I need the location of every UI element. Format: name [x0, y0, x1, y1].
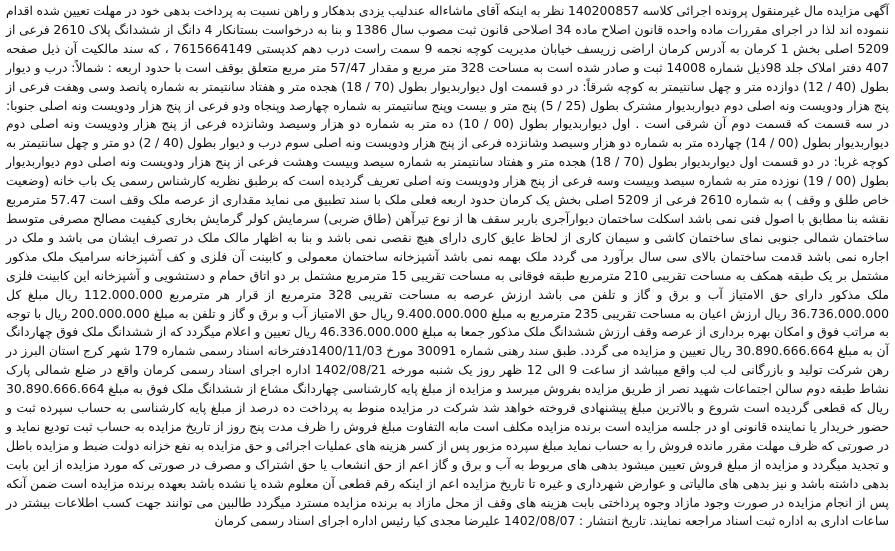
auction-notice-text: آگهی مزایده مال غیرمنقول پرونده اجرائی کلاسه 140200857 نظر به اینکه آقای ماشاءاله عندلیب یزدی بدهکار و راهن نسبت به پرداخت بدهی خود در مهلت تعیین شده اقدام ننموده اند لذا در اجرای مقررات ماده واحده قانون اصلاح ماده 34 اصلاحی قانون ثبت مصوب سال 1386 و بنا به درخواست بستانکار 4 دانگ از ششدانگ پلاک 2610 فرعی از 5209 اصلی بخش 1 کرمان به آدرس کرمان اراضی زریسف خیابان مدیریت کوچه نجمه 9 سمت راست درب دهم کدپستی 7615664149 ، که سند مالکیت آن ذیل صفحه 407 دفتر املاک جلد 98ذیل شماره 14008 ثبت و صادر شده است به مساحت 328 متر مربع و مقدار 57/47 متر مربع متعلق بوقف است با حدود اربعه : شمالاً: درب و دیوار بطول (40 / 12) دوازده متر و چهل سانتیمتر به کوچه شرقاً: در دو قسمت اول دیواربدیوار بطول (70 / 18) هجده متر و هفتاد سانتیمتر به شماره پانصد وسی وهفت فرعی از پنج هزار ودویست ونه اصلی دوم دیواربدیوار مشترک بطول (25 / 5) پنج متر و بیست وپنج سانتیمتر به شماره چهارصد وپنجاه ودو فرعی از پنج هزار ودویست ونه اصلی جنوبا: در سه قسمت که قسمت دوم آن شرقی است . اول دیواربدیوار بطول (00 / 10) ده متر به شماره دو هزار وسیصد وشانزده فرعی از پنج هزار ودویست ونه اصلی دوم دیواربدیوار بطول (00 / 14) چهارده متر به شماره دو هزار وسیصد وشانزده فرعی از پنج هزار ودویست ونه اصلی سوم درب و دیوار بطول (40 / 2) دو متر و چهل سانتیمتر به کوچه غربا: در دو قسمت اول دیواربدیوار بطول (70 / 18) هجده متر و هفتاد سانتیمتر به شماره سیصد وبیست وهشت فرعی از پنج هزار ودویست ونه اصلی دوم دیواربدیوار بطول (00 / 19) نوزده متر به شماره سیصد وبیست وسه فرعی از پنج هزار ودویست ونه اصلی تعریف گردیده است که برطبق نظریه کارشناس رسمی یک باب خانه (وضعیت خاص طلق و وقف ) به شماره 2610 فرعی از 5209 اصلی بخش یک کرمان حدود اربعه فعلی ملک با سند تطبیق می نماید مقداری از عرصه ملک وقف است 57.47 مترمربع نقشه بنا مطابق با اصول فنی نمی باشد اسکلت ساختمان دیوارآجری باربر سقف ها از نوع تیرآهن (طاق ضربی) سرمایش کولر گرمایش بخاری کیفیت مصالح مصرفی متوسط ساختمان شمالی جنوبی نمای ساختمان کاشی و سیمان کاری از لحاظ عایق کاری دارای هیچ نقصی نمی باشد و بنا به اظهار مالک ملک در تصرف ایشان می باشد و ملک در اجاره نمی باشد قدمت ساختمان بالای سی سال برآورد می گردد ملک بهمه نمی باشد آشپزخانه ساختمان معمولی و کابینت آن فلزی و کف آشپزخانه سرامیک ملک مذکور مشتمل بر یک طبقه همکف به مساحت تقریبی 210 مترمربع طبقه فوقانی به مساحت تقریبی 15 مترمربع مشتمل بر دو اتاق حمام و دستشویی و آشپزخانه این کابینت فلزی ملک مذکور دارای حق الامتیاز آب و برق و گاز و تلفن می باشد ارزش عرصه به مساحت تقریبی 328 مترمربع از قرار هر مترمربع 112.000.000 ریال مبلغ کل 36.736.000.000 ریال ارزش اعیان به مساحت تقریبی 235 مترمربع به مبلغ 9.400.000.000 ریال حق الامتیاز آب و برق و گاز و تلفن به مبلغ 200.000.000 ریال با توجه به مراتب فوق و امکان بهره برداری از عرصه وقف ارزش ششدانگ ملک مذکور جمعا به مبلغ 46.336.000.000 ریال تعیین و اعلام میگردد که از ششدانگ ملک فوق چهاردانگ آن به مبلغ 30.890.666.664 ریال تعیین و مزایده می گردد. طبق سند رهنی شماره 30091 مورخ 1400/11/03دفترخانه اسناد رسمی شماره 179 شهر کرج استان البرز در رهن شرکت تولید و بازرگانی لب لب واقع میباشد از ساعت 9 الی 12 ظهر روز یک شنبه مورخه 1402/08/21 اداره اجرای اسناد رسمی کرمان واقع در ضلع شمالی پارک نشاط طبقه دوم سالن اجتماعات شهید نصر از طریق مزایده بفروش میرسد و مزایده از مبلغ پایه کارشناسی چهاردانگ مشاع از ششدانگ ملک فوق به مبلغ 30.890.666.664 ریال که قطعی گردیده است شروع و بالاترین مبلغ پیشنهادی فروخته خواهد شد شرکت در مزایده منوط به پرداخت ده درصد از مبلغ پایه کارشناسی به حساب سپرده ثبت و حضور خریدار یا نماینده قانونی او در جلسه مزایده است برنده مزایده مکلف است مابه التفاوت مبلغ فروش را ظرف مدت پنج روز از تاریخ مزایده به حساب ثبت تودیع نماید و در صورتی که ظرف مهلت مقرر مانده فروش را به حساب نماید مبلغ سپرده مزبور پس از کسر هزینه های عملیات اجرائی و حق مزایده به نفع خزانه دولت ضبط و مزایده باطل و تجدید میگردد و مزایده از مبلغ فروش تعیین میشود بدهی های مربوط به آب و برق و گاز اعم از حق انشعاب یا حق اشتراک و مصرف در صورتی که مورد مزایده از این بابت بدهی داشته باشد و نیز بدهی های مالیاتی و عوارض شهرداری و غیره تا تاریخ مزایده اعم از اینکه رقم قطعی آن معلوم شده یا نشده باشد بعهده برنده مزایده است ضمن آنکه پس از انجام مزایده در صورت وجود مازاد وجوه پرداختی بابت هزینه های وقف از محل مازاد به برنده مزایده مسترد میگردد طالبین می توانند جهت کسب اطلاعات بیشتر در ساعات اداری به اداره ثبت اسناد مراجعه نمایند. تاریخ انتشار : 1402/08/07 علیرضا مجدی کیا رئیس اداره اجرای اسناد رسمی کرمان [6, 3, 890, 529]
